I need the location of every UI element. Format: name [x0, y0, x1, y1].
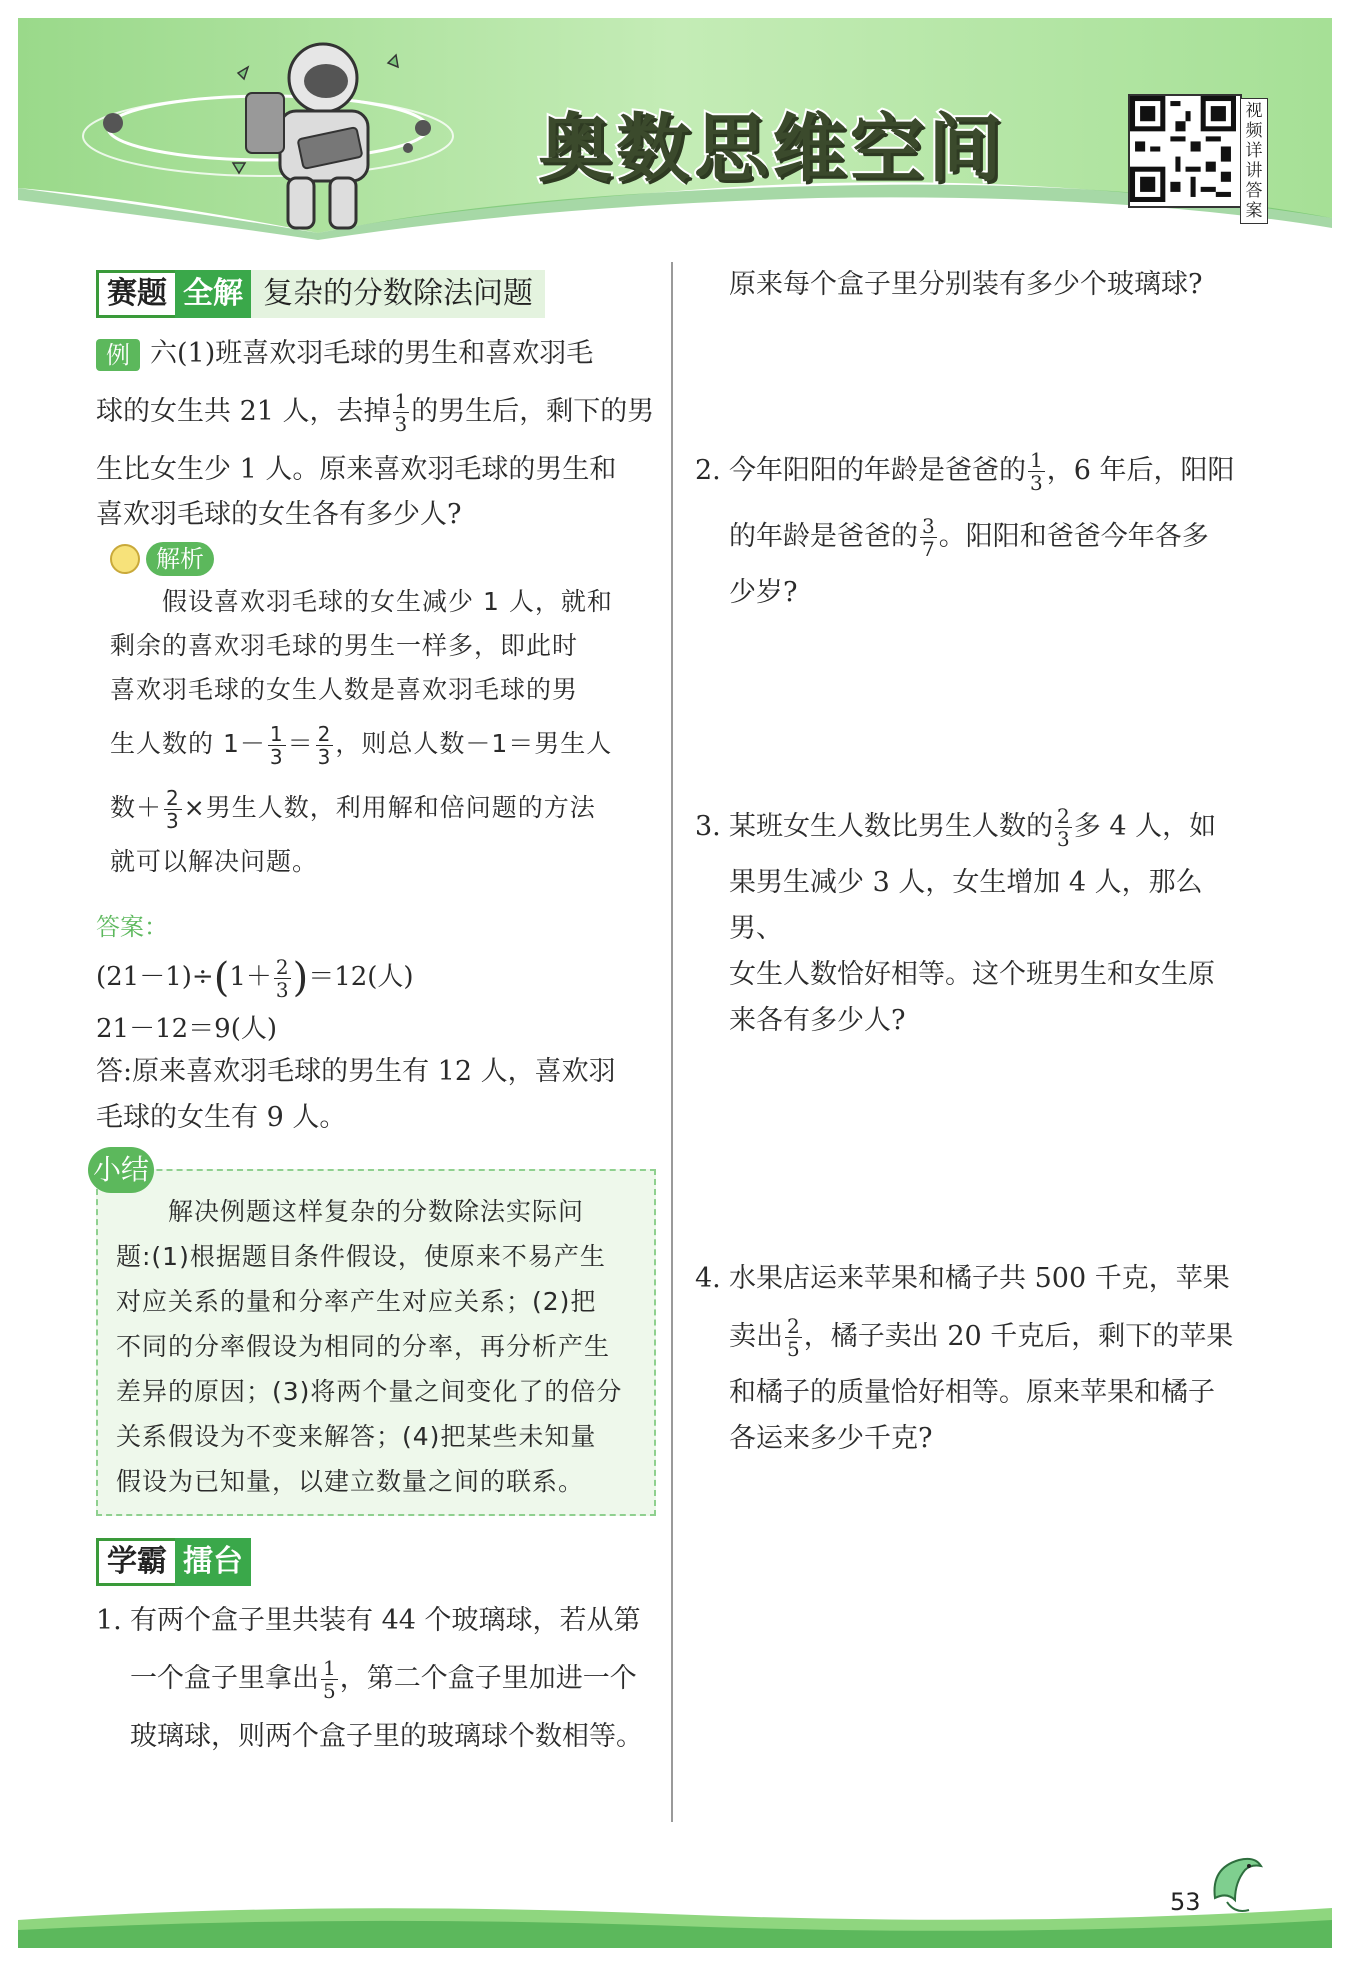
qr-code[interactable] [1128, 94, 1242, 208]
answer-equation: 21－12＝9(人) [96, 1014, 277, 1044]
fraction: $\frac{2}{3}$ [166, 785, 180, 833]
fraction: $\frac{1}{3}$ [394, 389, 408, 436]
question-number: 2. [695, 455, 721, 486]
section-heading-challenge [96, 1538, 656, 1586]
analysis-line: 喜欢羽毛球的女生人数是喜欢羽毛球的男 [110, 675, 579, 704]
answer-equation: (21－1)÷(1＋ $\frac{2}{3}$ )＝12(人) [96, 954, 414, 1002]
fraction: $\frac{2}{5}$ [787, 1314, 800, 1361]
left-column [92, 270, 656, 1762]
lightbulb-icon [110, 544, 140, 574]
question-1: 1. 有两个盒子里共装有 44 个玻璃球，若从第 一个盒子里拿出 $\frac{1}{5}$ ，第二个盒子里加进一个 玻璃球，则两个盒子里的玻璃球个数相等。 [96, 1596, 656, 1762]
fraction: $\frac{1}{3}$ [269, 721, 284, 769]
example-badge: 例 [96, 339, 140, 371]
dolphin-icon [1205, 1848, 1269, 1918]
analysis-line: 就可以解决问题。 [110, 847, 319, 876]
summary-line: 解决例题这样复杂的分数除法实际问 [116, 1197, 585, 1226]
question-1-continued: 原来每个盒子里分别装有多少个玻璃球? [729, 269, 1203, 300]
example-line: 的男生后，剩下的男 [411, 396, 655, 427]
right-column [695, 262, 1255, 1462]
analysis-line: 生人数的 1－ $\frac{1}{3}$ ＝ $\frac{2}{3}$ ，则总人数－1＝男生人 [110, 721, 613, 769]
example-line: 球的女生共 21 人，去掉 [96, 396, 391, 427]
question-2: 2. 今年阳阳的年龄是爸爸的 $\frac{1}{3}$ ，6 年后，阳阳 的年龄是爸爸的 $\frac{3}{7}$ 。阳阳和爸爸今年各多 少岁? [695, 438, 1255, 616]
question-number: 1. [96, 1605, 122, 1636]
astronaut-illustration [218, 33, 418, 243]
question-3: 3. 某班女生人数比男生人数的 $\frac{2}{3}$ 多 4 人，如 果男生减少 3 人，女生增加 4 人，那么男、 女生人数恰好相等。这个班男生和女生原 来各有多少人? [695, 794, 1255, 1044]
page-title: 奥数思维空间 [538, 106, 1006, 192]
fraction: $\frac{1}{5}$ [323, 1656, 336, 1703]
summary-line: 差异的原因；(3)将两个量之间变化了的倍分 [116, 1377, 623, 1406]
analysis-text [110, 580, 656, 884]
page-header [18, 18, 1332, 240]
column-divider [671, 262, 673, 1822]
section-heading-full-solution [96, 270, 656, 318]
fraction: $\frac{2}{3}$ [317, 721, 332, 769]
analysis-line: 数＋ $\frac{2}{3}$ ×男生人数，利用解和倍问题的方法 [110, 785, 596, 833]
answer-sentence: 毛球的女生有 9 人。 [96, 1102, 347, 1133]
section-tag-dark: 学霸 [96, 1538, 175, 1586]
question-number: 3. [695, 811, 721, 842]
section-tag-green: 擂台 [175, 1538, 251, 1586]
analysis-line: 假设喜欢羽毛球的女生减少 1 人，就和 [162, 587, 613, 616]
fraction: $\frac{3}{7}$ [922, 514, 935, 561]
section-subtitle: 复杂的分数除法问题 [251, 270, 545, 318]
answer-label: 答案： [96, 913, 168, 941]
analysis-heading [110, 542, 656, 576]
question-4: 4. 水果店运来苹果和橘子共 500 千克，苹果 卖出 $\frac{2}{5}$ ，橘子卖出 20 千克后，剩下的苹果 和橘子的质量恰好相等。原来苹果和橘子 各运来多少千克? [695, 1254, 1255, 1462]
section-tag-green: 全解 [175, 270, 251, 318]
example-line: 生比女生少 1 人。原来喜欢羽毛球的男生和 [96, 454, 617, 485]
analysis-badge: 解析 [146, 542, 214, 576]
example-line: 六(1)班喜欢羽毛球的男生和喜欢羽毛 [150, 338, 594, 369]
question-number: 4. [695, 1263, 721, 1294]
summary-line: 关系假设为不变来解答；(4)把某些未知量 [116, 1422, 597, 1451]
summary-text [96, 1169, 656, 1516]
example-line: 喜欢羽毛球的女生各有多少人? [96, 499, 462, 530]
example-problem [96, 328, 656, 534]
fraction: $\frac{2}{3}$ [275, 954, 289, 1002]
summary-line: 题:(1)根据题目条件假设，使原来不易产生 [116, 1242, 606, 1271]
analysis-line: 剩余的喜欢羽毛球的男生一样多，即此时 [110, 631, 579, 660]
answer-sentence: 答:原来喜欢羽毛球的男生有 12 人，喜欢羽 [96, 1056, 616, 1087]
fraction: $\frac{1}{3}$ [1030, 448, 1043, 495]
summary-badge: 小结 [88, 1147, 154, 1193]
fraction: $\frac{2}{3}$ [1057, 804, 1070, 851]
page-number: 53 [1170, 1888, 1201, 1916]
section-tag-dark: 赛题 [96, 270, 175, 318]
summary-line: 不同的分率假设为相同的分率，再分析产生 [116, 1332, 611, 1361]
summary-box [92, 1153, 656, 1516]
summary-line: 假设为已知量，以建立数量之间的联系。 [116, 1467, 585, 1496]
qr-code-icon [1130, 96, 1236, 202]
qr-caption: 视频详讲答案 [1240, 98, 1268, 224]
summary-line: 对应关系的量和分率产生对应关系；(2)把 [116, 1287, 597, 1316]
footer-wave [18, 1900, 1332, 1948]
